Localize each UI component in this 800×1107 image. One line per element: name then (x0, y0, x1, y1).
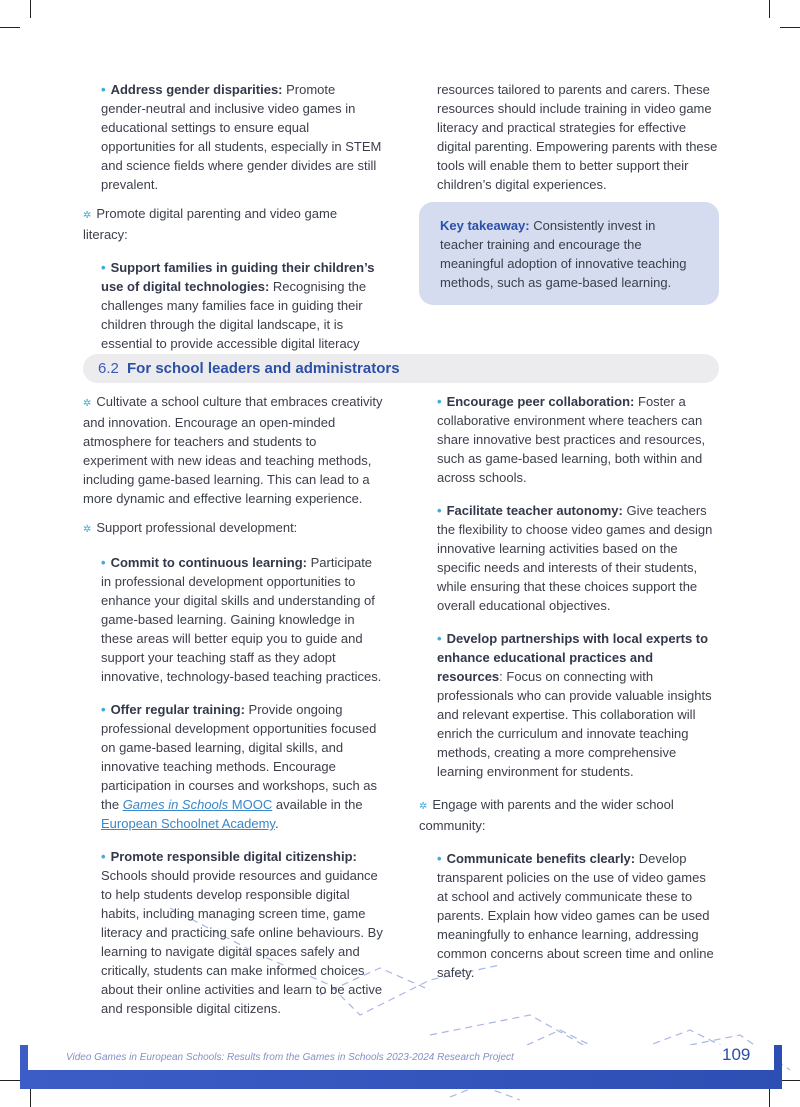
games-in-schools-link[interactable]: Games in Schools MOOC (122, 797, 273, 812)
star-bullet-icon: ✲ (83, 398, 92, 409)
cultivate-culture: ✲ Cultivate a school culture that embraces creativity and innovation. Encourage an open-minded atmosphere for teachers and students to experiment with new ideas and teaching methods, including game-based learning. This can lead to a more dynamic and effective learning experience. (83, 394, 383, 506)
bullet-dot-icon: • (437, 394, 442, 409)
schoolnet-academy-link[interactable]: European Schoolnet Academy (101, 816, 275, 831)
bullet-teacher-autonomy: • Facilitate teacher autonomy: Give teachers the flexibility to choose video games and design innovative learning activities based on the specific needs and interests of their students, while ensuring that these choices support the overall educational objectives. (437, 503, 713, 613)
bullet-dot-icon: • (101, 555, 106, 570)
bullet-regular-training: • Offer regular training: Provide ongoing professional development opportunities focused on game-based learning, digital skills, and innovative teaching methods. Encourage participation in courses and workshops, such as the Games in Schools MOOC available in the European Schoolnet Academy. (101, 702, 378, 831)
support-prodev: ✲ Support professional development: (83, 520, 298, 535)
main-left-column (83, 392, 383, 1018)
bullet-dot-icon: • (101, 260, 106, 275)
star-bullet-icon: ✲ (83, 524, 92, 535)
top-left-column (83, 80, 383, 353)
promote-parenting-line: ✲ Promote digital parenting and video game literacy: (83, 206, 338, 242)
key-takeaway-box (419, 202, 719, 305)
support-families-continued: resources tailored to parents and carers. These resources should include training in video game literacy and practical strategies for effective digital parenting. Empowering parents with these tools will enable them to better support their children’s digital experiences. (437, 82, 718, 192)
key-takeaway-text: Key takeaway: Consistently invest in teacher training and encourage the meaningful adoption of innovative teaching methods, such as game-based learning. (440, 218, 687, 290)
bullet-dot-icon: • (437, 851, 442, 866)
top-right-column (419, 80, 719, 194)
bullet-digital-citizenship: • Promote responsible digital citizenship: Schools should provide resources and guidance to help students develop responsible digital habits, including managing screen time, game literacy and practicing safe online behaviours. By learning to navigate digital spaces safely and critically, students can make informed choices about their online activities and learn to be active and responsible digital citizens. (101, 849, 383, 1016)
section-header (83, 354, 719, 383)
engage-parents: ✲ Engage with parents and the wider school community: (419, 797, 674, 833)
section-title: For school leaders and administrators (127, 360, 400, 377)
footer-band (28, 1045, 774, 1070)
bullet-dot-icon: • (101, 849, 106, 864)
bullet-dot-icon: • (437, 503, 442, 518)
star-bullet-icon: ✲ (83, 210, 92, 221)
bullet-gender-disparities: • Address gender disparities: Promote gender-neutral and inclusive video games in educational settings to ensure equal opportunities for all students, especially in STEM and science fields where gender divides are still prevalent. (101, 82, 382, 192)
footer-title: Video Games in European Schools: Results from the Games in Schools 2023-2024 Research Project (66, 1052, 514, 1063)
bullet-dot-icon: • (437, 631, 442, 646)
bullet-communicate-benefits: • Communicate benefits clearly: Develop transparent policies on the use of video games at school and actively communicate these to parents. Explain how video games can be used meaningfully to enhance learning, addressing common concerns about screen time and online safety. (437, 851, 714, 980)
star-bullet-icon: ✲ (419, 801, 428, 812)
bullet-local-partnerships: • Develop partnerships with local experts to enhance educational practices and resources: Focus on connecting with professionals who can provide valuable insights and relevant expertise. This collaboration will enrich the curriculum and innovate teaching methods, creating a more comprehensive learning environment for students. (437, 631, 712, 779)
main-right-column (419, 392, 719, 982)
bullet-support-families: • Support families in guiding their children’s use of digital technologies: Recognising the challenges many families face in guiding their children through the digital landscape, it is essential to provide accessible digital literacy (101, 260, 375, 351)
page-number: 109 (722, 1045, 751, 1064)
page-footer (20, 1045, 782, 1089)
section-number: 6.2 (98, 360, 119, 377)
bullet-peer-collaboration: • Encourage peer collaboration: Foster a collaborative environment where teachers can share innovative best practices and resources, such as game-based learning, both within and across schools. (437, 394, 706, 485)
bullet-continuous-learning: • Commit to continuous learning: Participate in professional development opportunities to enhance your digital skills and understanding of game-based learning. Gaining knowledge in these areas will better equip you to guide and support your teaching staff as they adopt innovative, technology-based teaching practices. (101, 555, 382, 684)
bullet-dot-icon: • (101, 82, 106, 97)
bullet-dot-icon: • (101, 702, 106, 717)
